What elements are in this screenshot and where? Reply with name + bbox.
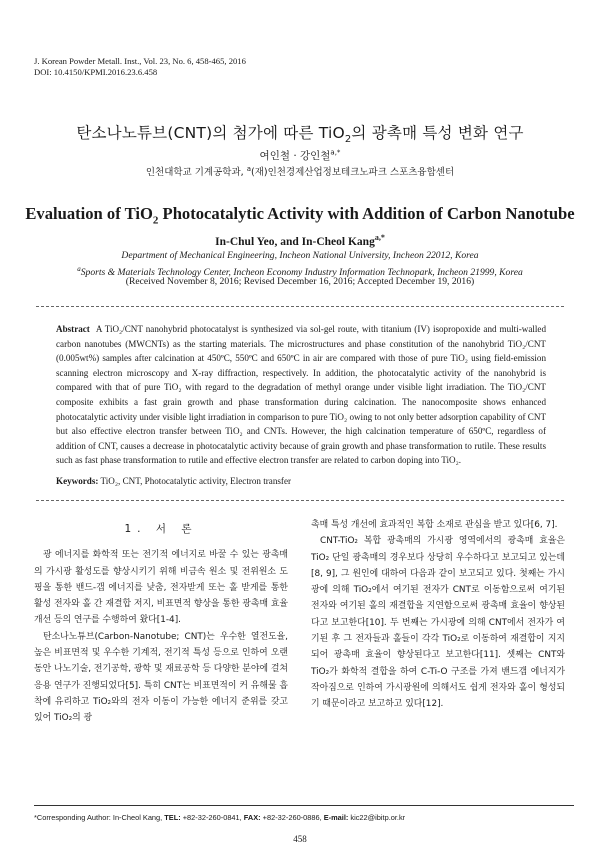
tel-value: +82-32-260-0841, xyxy=(180,813,244,822)
keywords-line xyxy=(56,476,546,486)
keywords-text: TiO₂, CNT, Photocatalytic activity, Electron transfer xyxy=(100,476,292,486)
english-author-mark: a,* xyxy=(374,233,385,242)
bottom-dashed-rule xyxy=(36,500,564,501)
top-dashed-rule xyxy=(36,306,564,307)
english-title-part1: Evaluation of TiO xyxy=(25,204,153,223)
english-title xyxy=(0,204,600,226)
affiliation-line-2-text: Sports & Materials Technology Center, Incheon Economy Industry Information Technopark, Incheon 21999, Korea xyxy=(80,266,523,278)
corr-label: *Corresponding Author: xyxy=(34,813,111,822)
intro-paragraph-3: CNT-TiO₂ 복합 광촉매의 가시광 영역에서의 광촉매 효율은 TiO₂ 단일 광촉매의 경우보다 상당히 우수하다고 보고되고 있는데[8, 9], 그 원인에 대하여 다음과 같이 보고되고 있다. 첫째는 가시광에 의해 TiO₂에서 여기된 전자가 CNT로 이동함으로써 여기된 전자와 여기된 홀의 재결합을 지연함으로써 광촉매 효율이 향상된다고 보고한다[10]. 두 번째는 가시광에 의해 CNT에서 전자가 여기된 후 그 전자들과 홀들이 각각 TiO₂로 이동하여 재결합이 지지되어 광촉매 효율이 향상된다고 보고한다[11]. 셋째는 CNT와 TiO₂가 화학적 결합을 하여 C-Ti-O 구조를 가져 밴드갭 에너지가 작아짐으로 인하여 가시광원에 의해서도 쉽게 전자와 홀이 형성되기 때문이라고 보고하고 있다[12]. xyxy=(311,536,565,710)
right-column xyxy=(311,517,565,713)
footnote-rule xyxy=(34,805,574,806)
corr-name: In-Cheol Kang, xyxy=(110,813,165,822)
korean-title-part1: 탄소나노튜브(CNT)의 첨가에 따른 TiO xyxy=(76,124,345,142)
intro-paragraph-2-cont: 촉매 특성 개선에 효과적인 복합 소재로 관심을 받고 있다[6, 7]. xyxy=(311,520,558,530)
korean-affiliation-1: 인천대학교 기계공학과, xyxy=(145,167,247,178)
korean-title-subscript: 2 xyxy=(344,134,352,146)
doi-line: DOI: 10.4150/KPMI.2016.23.6.458 xyxy=(34,67,158,77)
korean-authors xyxy=(0,148,600,163)
english-title-subscript: 2 xyxy=(152,214,159,227)
korean-author-mark: a,* xyxy=(330,148,341,157)
corresponding-author-footnote xyxy=(34,813,405,822)
english-authors xyxy=(0,233,600,248)
fax-value: +82-32-260-0886, xyxy=(260,813,324,822)
fax-label: FAX: xyxy=(243,813,261,822)
abstract-block xyxy=(56,322,546,468)
affiliation-mark: a xyxy=(77,264,81,273)
page-number: 458 xyxy=(293,834,307,844)
english-author-names: In-Chul Yeo, and In-Cheol Kang xyxy=(215,235,375,248)
korean-affiliation-2: (재)인천경제산업정보테크노파크 스포츠융합센터 xyxy=(250,167,455,178)
korean-author-names: 여인철 · 강인철 xyxy=(259,150,331,162)
affiliation-line-1: Department of Mechanical Engineering, Incheon National University, Incheon 22012, Korea xyxy=(121,250,479,261)
keywords-label: Keywords: xyxy=(56,476,99,486)
korean-affiliation xyxy=(0,164,600,178)
intro-paragraph-1: 광 에너지를 화학적 또는 전기적 에너지로 바꿀 수 있는 광촉매의 가시광 활성도를 향상시키기 위해 비금속 원소 및 전위원소 도핑을 통한 밴드-갭 에너지를 낮춤, 전자받게 또는 홀 받게를 통한 활성 전자와 홀 간 재결합 저지, 비표면적 향상을 통한 광촉매 효율 개선 등의 연구를 수행하여 왔다[1-4]. xyxy=(34,550,288,626)
abstract-text: A TiO₂/CNT nanohybrid photocatalyst is synthesized via sol-gel route, with titanium (IV) isopropoxide and multi-walled carbon nanotubes (MWCNTs) as the starting materials. The microstructures and phase constitution of the nanohybrid TiO₂/CNT (0.005wt%) samples after calcination at 450ºC, 550ºC and 650ºC in air are compared with those of pure TiO₂ using field-emission scanning electron microscopy and X-ray diffraction, respectively. In addition, the photocatalytic activity of the nanohybrid is compared with that of pure TiO₂ with regard to the degradation of methyl orange under visible light irradiation. The TiO₂/CNT composite exhibits a fast grain growth and phase transformation during calcination. The nanocomposite shows enhanced photocatalytic activity under visible light irradiation in comparison to pure TiO₂ owing to not only better adsorption capability of CNT but also effective electron transfer between TiO₂ and CNTs. However, the high calcination temperature of 650ºC, regardless of addition of CNT, causes a decrease in photocatalytic activity because of grain growth and phase transformation to rutile. These results such as fast phase transformation to rutile and effective electron transfer are related to carbon doping into TiO₂. xyxy=(56,324,547,466)
email-value: kic22@ibitp.or.kr xyxy=(348,813,406,822)
english-affiliations xyxy=(0,250,600,279)
english-title-part2: Photocatalytic Activity with Addition of Carbon Nanotube xyxy=(158,204,575,223)
journal-citation xyxy=(34,56,246,78)
section-heading: 1. 서 론 xyxy=(124,523,198,535)
korean-title-part2: 의 광촉매 특성 변화 연구 xyxy=(351,124,524,142)
received-dates: (Received November 8, 2016; Revised December 16, 2016; Accepted December 19, 2016) xyxy=(125,276,475,287)
abstract-label: Abstract xyxy=(56,324,90,334)
tel-label: TEL: xyxy=(164,813,181,822)
left-column xyxy=(34,517,288,727)
journal-volume-line: J. Korean Powder Metall. Inst., Vol. 23, No. 6, 458-465, 2016 xyxy=(34,56,246,66)
intro-paragraph-2: 탄소나노튜브(Carbon-Nanotube; CNT)는 우수한 열전도율, 높은 비표면적 및 우수한 기계적, 전기적 특성 등으로 인하여 오랜 동안 나노기술, 전기공학, 광학 및 재료공학 등 다양한 분야에 걸쳐 응용 연구가 진행되었다[5]. 특히 CNT는 비표면적이 커 유해물 흡착에 유리하고 TiO₂와의 전자 이동이 가능한 에너지 준위를 갖고 있어 TiO₂의 광 xyxy=(34,631,288,724)
korean-affiliation-mark: a xyxy=(246,164,251,173)
email-label: E-mail: xyxy=(323,813,349,822)
korean-title xyxy=(0,121,600,145)
